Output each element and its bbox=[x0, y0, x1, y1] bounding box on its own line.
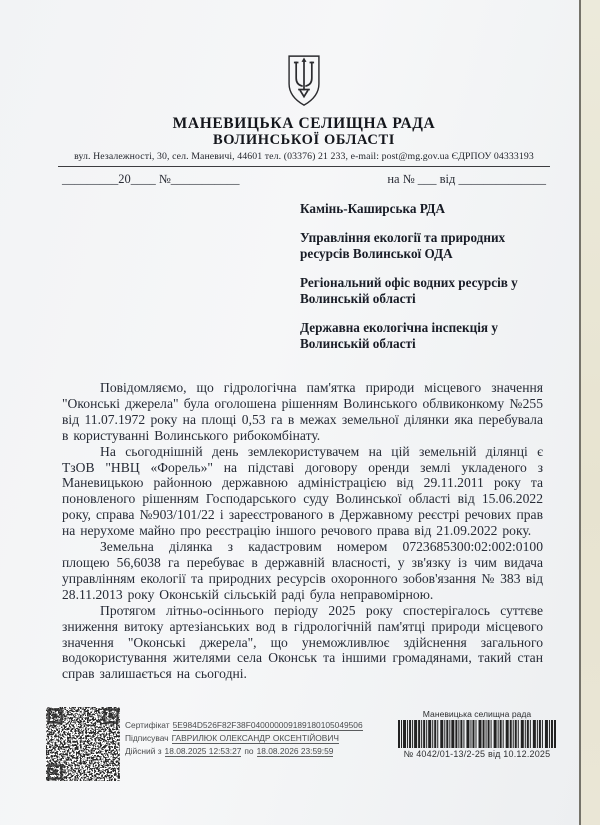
validity-line bbox=[125, 745, 425, 758]
recipient-item: Регіональний офіс водних ресурсів у Волинській області bbox=[300, 274, 518, 306]
letterhead-rule bbox=[58, 166, 550, 167]
barcode bbox=[398, 720, 556, 748]
recipient-item: Управління екології та природних ресурсів Волинської ОДА bbox=[300, 229, 506, 261]
signer-line bbox=[125, 732, 425, 745]
qr-code bbox=[46, 707, 120, 781]
recipient-item: Державна екологічна інспекція у Волинській області bbox=[300, 319, 498, 351]
certificate-value: 5E984D526F82F38F040000009189180105049506 bbox=[172, 720, 363, 730]
certificate-label: Сертифікат bbox=[125, 720, 170, 730]
ukraine-trident-icon bbox=[282, 54, 326, 108]
digital-signature-block bbox=[125, 719, 425, 758]
org-name-line2: ВОЛИНСЬКОЇ ОБЛАСТІ bbox=[213, 132, 395, 148]
stamp-org-name: Маневицька селищна рада bbox=[422, 709, 532, 719]
signer-label: Підписувач bbox=[125, 733, 169, 743]
body-paragraph: Повідомляємо, що гідрологічна пам'ятка природи місцевого значення "Оконські джерела" була оголошена рішенням Волинського облвиконкому №255 від 11.07.1972 року на площі 0,53 га в межах земельної ділянки яка перебувала в користуванні Волинського рибокомбінату. bbox=[62, 380, 543, 443]
outgoing-date-number-blank: _________20____ №___________ bbox=[62, 172, 240, 186]
validity-separator: по bbox=[244, 746, 254, 756]
letter-body bbox=[62, 380, 543, 682]
body-paragraph: Протягом літньо-осіннього періоду 2025 року спостерігалось суттєве зниження витоку артезіанських вод в гідрологічній пам'ятці природи місцевого значення "Оконські джерела", що унеможливлює здійснення загального водокористування жителями села Оконськ та іншими громадянами, такий стан справ залишається на сьогодні. bbox=[62, 602, 543, 682]
recipient-item: Камінь-Каширська РДА bbox=[300, 201, 445, 216]
org-address-line: вул. Незалежності, 30, сел. Маневичі, 44601 тел. (03376) 21 233, e-mail: post@mg.gov.ua ЄДРПОУ 04333193 bbox=[74, 151, 534, 162]
body-paragraph: Земельна ділянка з кадастровим номером 0723685300:02:002:0100 площею 56,6038 га перебуває в державній власності, у зв'язку із чим видача управлінням екології та природних ресурсів охоронного зобов'язання № 383 від 28.11.2013 року Оконській сільській раді була неправомірною. bbox=[62, 539, 543, 602]
certificate-line bbox=[125, 719, 425, 732]
signer-value: ГАВРИЛЮК ОЛЕКСАНДР ОКСЕНТІЙОВИЧ bbox=[171, 733, 339, 743]
validity-label: Дійсний з bbox=[125, 746, 162, 756]
body-paragraph: На сьогоднішній день землекористувачем на цій земельній ділянці є ТзОВ "НВЦ «Форель»" на підставі договору оренди землі укладеного з Маневицькою районною державною адміністрацією від 29.11.2011 року та поновленого рішенням Господарського суду Волинської області від 15.06.2022 року, справа №903/101/22 і зареєстрованого в Державному реєстрі речових прав на нерухоме майно про реєстрацію іншого речового права від 21.09.2022 року. bbox=[62, 443, 543, 539]
recipient-block bbox=[300, 201, 552, 365]
stamp-doc-number: № 4042/01-13/2-25 від 10.12.2025 bbox=[403, 749, 551, 759]
validity-to: 18.08.2026 23:59:59 bbox=[256, 746, 334, 756]
validity-from: 18.08.2025 12:53:27 bbox=[164, 746, 242, 756]
reference-line bbox=[62, 172, 546, 187]
incoming-reference-blank: на № ___ від ______________ bbox=[387, 172, 546, 186]
scanner-bed-edge bbox=[581, 0, 600, 825]
registration-stamp bbox=[393, 709, 561, 759]
letterhead bbox=[58, 54, 550, 167]
org-name-line1: МАНЕВИЦЬКА СЕЛИЩНА РАДА bbox=[172, 115, 436, 132]
